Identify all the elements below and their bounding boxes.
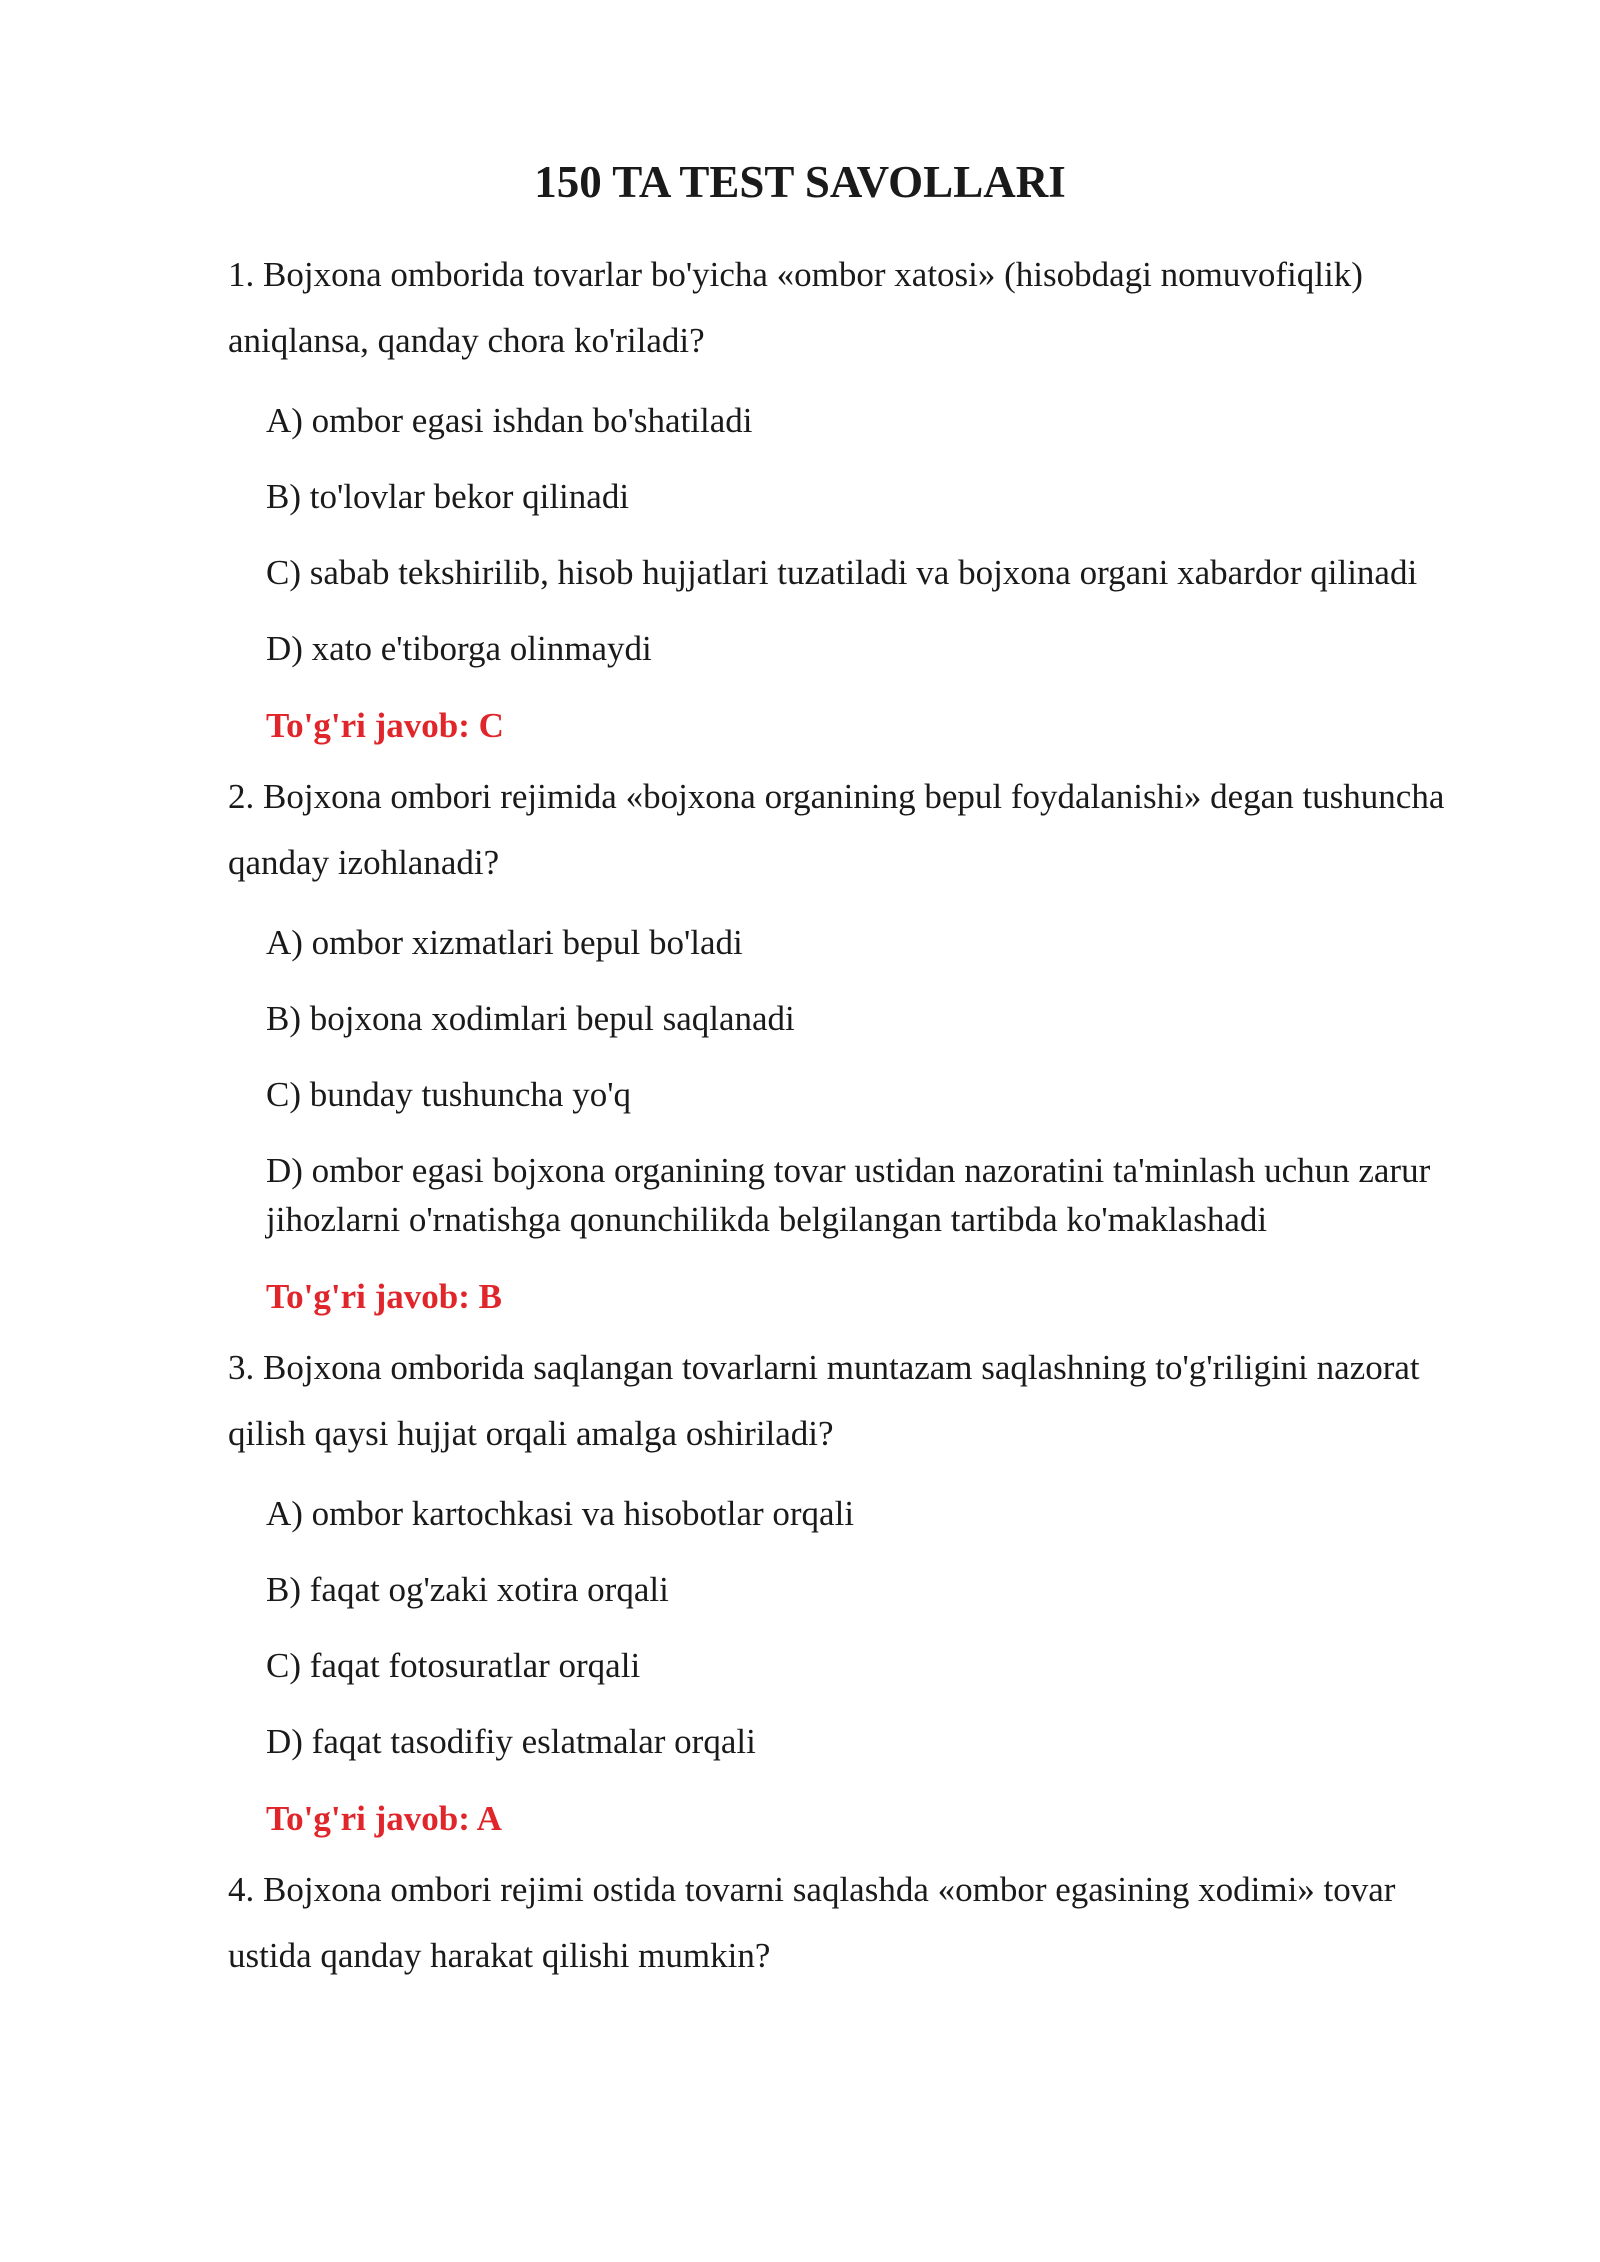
option-d: D) xato e'tiborga olinmaydi — [266, 629, 652, 668]
option-b: B) faqat og'zaki xotira orqali — [266, 1570, 669, 1609]
correct-answer: To'g'ri javob: A — [266, 1799, 502, 1838]
options-list — [228, 1489, 1450, 1766]
question-text: 1. Bojxona omborida tovarlar bo'yicha «ombor xatosi» (hisobdagi nomuvofiqlik) aniqlansa, qanday chora ko'riladi? — [228, 255, 1363, 360]
option-c: C) sabab tekshirilib, hisob hujjatlari tuzatiladi va bojxona organi xabardor qilinadi — [266, 553, 1418, 592]
option-c: C) faqat fotosuratlar orqali — [266, 1646, 641, 1685]
option-a: A) ombor egasi ishdan bo'shatiladi — [266, 401, 753, 440]
option-a: A) ombor kartochkasi va hisobotlar orqali — [266, 1494, 855, 1533]
option-b: B) bojxona xodimlari bepul saqlanadi — [266, 999, 795, 1038]
correct-answer: To'g'ri javob: C — [266, 706, 504, 745]
correct-answer: To'g'ri javob: B — [266, 1277, 502, 1316]
question-text: 4. Bojxona ombori rejimi ostida tovarni saqlashda «ombor egasining xodimi» tovar ustida qanday harakat qilishi mumkin? — [228, 1870, 1396, 1975]
question-1 — [228, 242, 1450, 752]
question-2 — [228, 764, 1450, 1323]
option-c: C) bunday tushuncha yo'q — [266, 1075, 632, 1114]
options-list — [228, 918, 1450, 1244]
question-text: 3. Bojxona omborida saqlangan tovarlarni muntazam saqlashning to'g'riligini nazorat qilish qaysi hujjat orqali amalga oshiriladi? — [228, 1348, 1420, 1453]
document-title: 150 TA TEST SAVOLLARI — [534, 157, 1066, 207]
question-4 — [228, 1857, 1450, 1989]
option-b: B) to'lovlar bekor qilinadi — [266, 477, 630, 516]
option-d: D) ombor egasi bojxona organining tovar ustidan nazoratini ta'minlash uchun zarur jihozlarni o'rnatishga qonunchilikda belgilangan tartibda ko'maklashadi — [266, 1151, 1431, 1239]
option-d: D) faqat tasodifiy eslatmalar orqali — [266, 1722, 756, 1761]
question-3 — [228, 1335, 1450, 1845]
options-list — [228, 396, 1450, 673]
option-a: A) ombor xizmatlari bepul bo'ladi — [266, 923, 743, 962]
question-text: 2. Bojxona ombori rejimida «bojxona organining bepul foydalanishi» degan tushuncha qanday izohlanadi? — [228, 777, 1445, 882]
